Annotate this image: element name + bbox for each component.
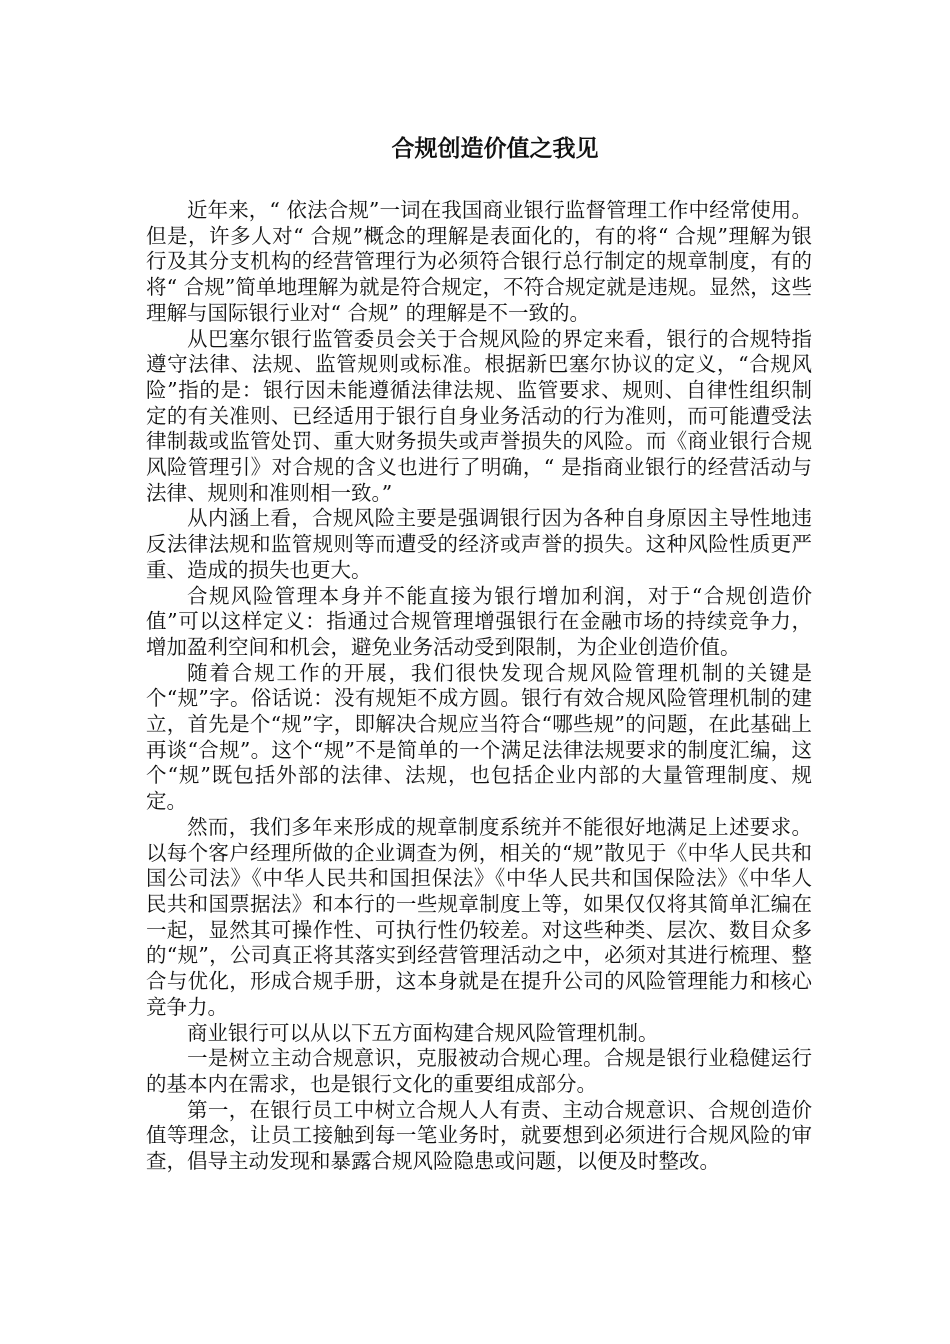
document-title: 合规创造价值之我见 [391,136,599,162]
paragraph-1: 近年来，“ 依法合规”一词在我国商业银行监督管理工作中经常使用。但是，许多人对“ 合规”概念的理解是表面化的，有的将“ 合规”理解为银行及其分支机构的经营管理行为必须符合银行总行制定的规章制度，有的将“ 合规”简单地理解为就是符合规定，不符合规定就是违规。显然，这些理解与国际银行业对“ 合规” 的理解是不一致的。 [146,198,812,325]
paragraph-2: 从巴塞尔银行监管委员会关于合规风险的界定来看，银行的合规特指遵守法律、法规、监管规则或标准。根据新巴塞尔协议的定义，“合规风险”指的是：银行因未能遵循法律法规、监管要求、规则、自律性组织制定的有关准则、已经适用于银行自身业务活动的行为准则，而可能遭受法律制裁或监管处罚、重大财务损失或声誉损失的风险。而《商业银行合规风险管理引》对合规的含义也进行了明确，“ 是指商业银行的经营活动与法律、规则和准则相一致。” [146,326,812,505]
paragraph-3: 从内涵上看，合规风险主要是强调银行因为各种自身原因主导性地违反法律法规和监管规则等而遭受的经济或声誉的损失。这种风险性质更严重、造成的损失也更大。 [146,506,812,582]
paragraph-4: 合规风险管理本身并不能直接为银行增加利润，对于“合规创造价值”可以这样定义：指通过合规管理增强银行在金融市场的持续竞争力，增加盈利空间和机会，避免业务活动受到限制，为企业创造价值。 [146,583,812,659]
document-body [146,198,812,1175]
paragraph-9: 第一，在银行员工中树立合规人人有责、主动合规意识、合规创造价值等理念，让员工接触到每一笔业务时，就要想到必须进行合规风险的审查，倡导主动发现和暴露合规风险隐患或问题，以便及时整改。 [146,1097,812,1174]
paragraph-7: 商业银行可以从以下五方面构建合规风险管理机制。 [187,1020,659,1045]
paragraph-8: 一是树立主动合规意识，克服被动合规心理。合规是银行业稳健运行的基本内在需求，也是银行文化的重要组成部分。 [146,1046,812,1096]
paragraph-6: 然而，我们多年来形成的规章制度系统并不能很好地满足上述要求。以每个客户经理所做的企业调查为例，相关的“规”散见于《中华人民共和国公司法》《中华人民共和国担保法》《中华人民共和国保险法》《中华人民共和国票据法》和本行的一些规章制度上等，如果仅仅将其简单汇编在一起，显然其可操作性、可执行性仍较差。对这些种类、层次、数目众多的“规”，公司真正将其落实到经营管理活动之中，必须对其进行梳理、整合与优化，形成合规手册，这本身就是在提升公司的风险管理能力和核心竞争力。 [146,814,812,1019]
paragraph-5: 随着合规工作的开展，我们很快发现合规风险管理机制的关键是个“规”字。俗话说：没有规矩不成方圆。银行有效合规风险管理机制的建立，首先是个“规”字，即解决合规应当符合“哪些规”的问题，在此基础上再谈“合规”。这个“规”不是简单的一个满足法律法规要求的制度汇编，这个“规”既包括外部的法律、法规，也包括企业内部的大量管理制度、规定。 [146,660,812,814]
